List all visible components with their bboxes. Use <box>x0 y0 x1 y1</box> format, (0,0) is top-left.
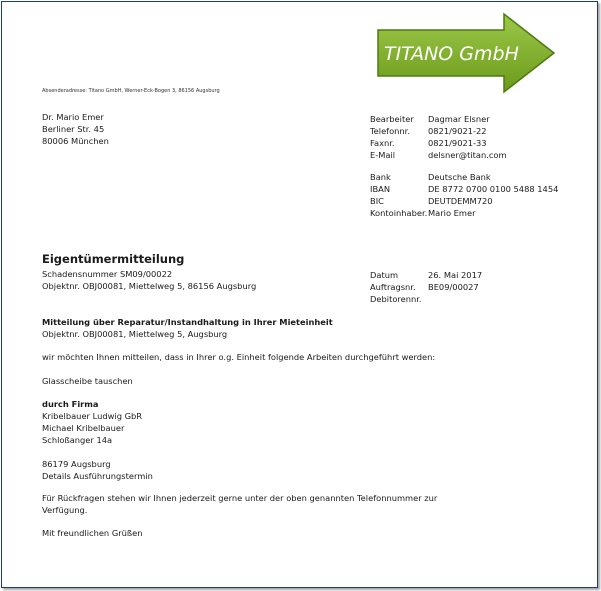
contact-row <box>370 113 507 125</box>
section-object: Objektnr. OBJ00081, Miettelweg 5, Augsburg <box>42 329 228 339</box>
object-line: Objektnr. OBJ00081, Miettelweg 5, 86156 Augsburg <box>42 281 257 291</box>
company-street: Schloßanger 14a <box>42 435 113 445</box>
contact-row <box>370 125 507 137</box>
closing-block <box>42 492 437 516</box>
contact-value: 0821/9021-22 <box>428 126 487 136</box>
contact-row <box>370 137 507 149</box>
intro-text: wir möchten Ihnen mitteilen, dass in Ihrer o.g. Einheit folgende Arbeiten durchgeführt werden: <box>42 352 436 362</box>
logo-text: TITANO GmbH <box>384 43 519 65</box>
bank-label: IBAN <box>370 184 391 194</box>
company-city-block <box>42 458 153 482</box>
recipient-name: Dr. Mario Emer <box>42 112 104 122</box>
bank-value: DEUTDEMM720 <box>428 196 493 206</box>
bank-block <box>370 171 558 219</box>
bank-label: BIC <box>370 196 384 206</box>
bank-value: DE 8772 0700 0100 5488 1454 <box>428 184 559 194</box>
meta-row <box>370 269 482 281</box>
section-heading: Mitteilung über Reparatur/Instandhaltung in Ihrer Mieteinheit <box>42 317 333 327</box>
contact-value: Dagmar Elsner <box>428 114 490 124</box>
contact-label: Faxnr. <box>370 138 395 148</box>
contact-email: delsner@titan.com <box>428 150 507 160</box>
document-title: Eigentümermitteilung <box>42 252 185 266</box>
company-person: Michael Kribelbauer <box>42 423 125 433</box>
bank-label: Bank <box>370 172 391 182</box>
letter-page <box>1 1 598 588</box>
contact-row <box>370 149 507 161</box>
contact-label: E-Mail <box>370 150 396 160</box>
greeting: Mit freundlichen Grüßen <box>42 528 143 538</box>
bank-value: Mario Emer <box>428 208 476 218</box>
closing-line-2: Verfügung. <box>42 505 88 515</box>
contact-value: 0821/9021-33 <box>428 138 487 148</box>
company-city: 86179 Augsburg <box>42 459 111 469</box>
claim-number: Schadensnummer SM09/00022 <box>42 269 173 279</box>
meta-label: Debitorennr. <box>370 294 422 304</box>
company-block <box>42 398 142 446</box>
contact-label: Bearbeiter <box>370 114 414 124</box>
titano-logo <box>376 12 556 95</box>
company-details: Details Ausführungstermin <box>42 471 153 481</box>
reference-block <box>42 268 256 292</box>
contact-label: Telefonnr. <box>370 126 410 136</box>
contact-block <box>370 113 507 161</box>
bank-row <box>370 171 558 183</box>
meta-label: Datum <box>370 270 399 280</box>
bank-label: Kontoinhaber. <box>370 208 428 218</box>
bank-row <box>370 183 558 195</box>
recipient-street: Berliner Str. 45 <box>42 124 105 134</box>
bank-row <box>370 207 558 219</box>
meta-row <box>370 293 482 305</box>
work-description: Glasscheibe tauschen <box>42 376 133 386</box>
meta-row <box>370 281 482 293</box>
meta-value: BE09/00027 <box>428 282 479 292</box>
meta-value: 26. Mai 2017 <box>428 270 483 280</box>
recipient-address <box>42 111 109 147</box>
section-block <box>42 316 333 340</box>
meta-block <box>370 269 482 305</box>
meta-label: Auftragsnr. <box>370 282 416 292</box>
recipient-city: 80006 München <box>42 136 109 146</box>
bank-row <box>370 195 558 207</box>
company-name: Kribelbauer Ludwig GbR <box>42 411 143 421</box>
bank-value: Deutsche Bank <box>428 172 491 182</box>
sender-address-line: Absenderadresse: Titano GmbH, Werner-Eck-Bogen 3, 86156 Augsburg <box>42 88 220 94</box>
closing-line-1: Für Rückfragen stehen wir Ihnen jederzeit gerne unter der oben genannten Telefonnummer zur <box>42 493 438 503</box>
company-heading: durch Firma <box>42 399 99 409</box>
